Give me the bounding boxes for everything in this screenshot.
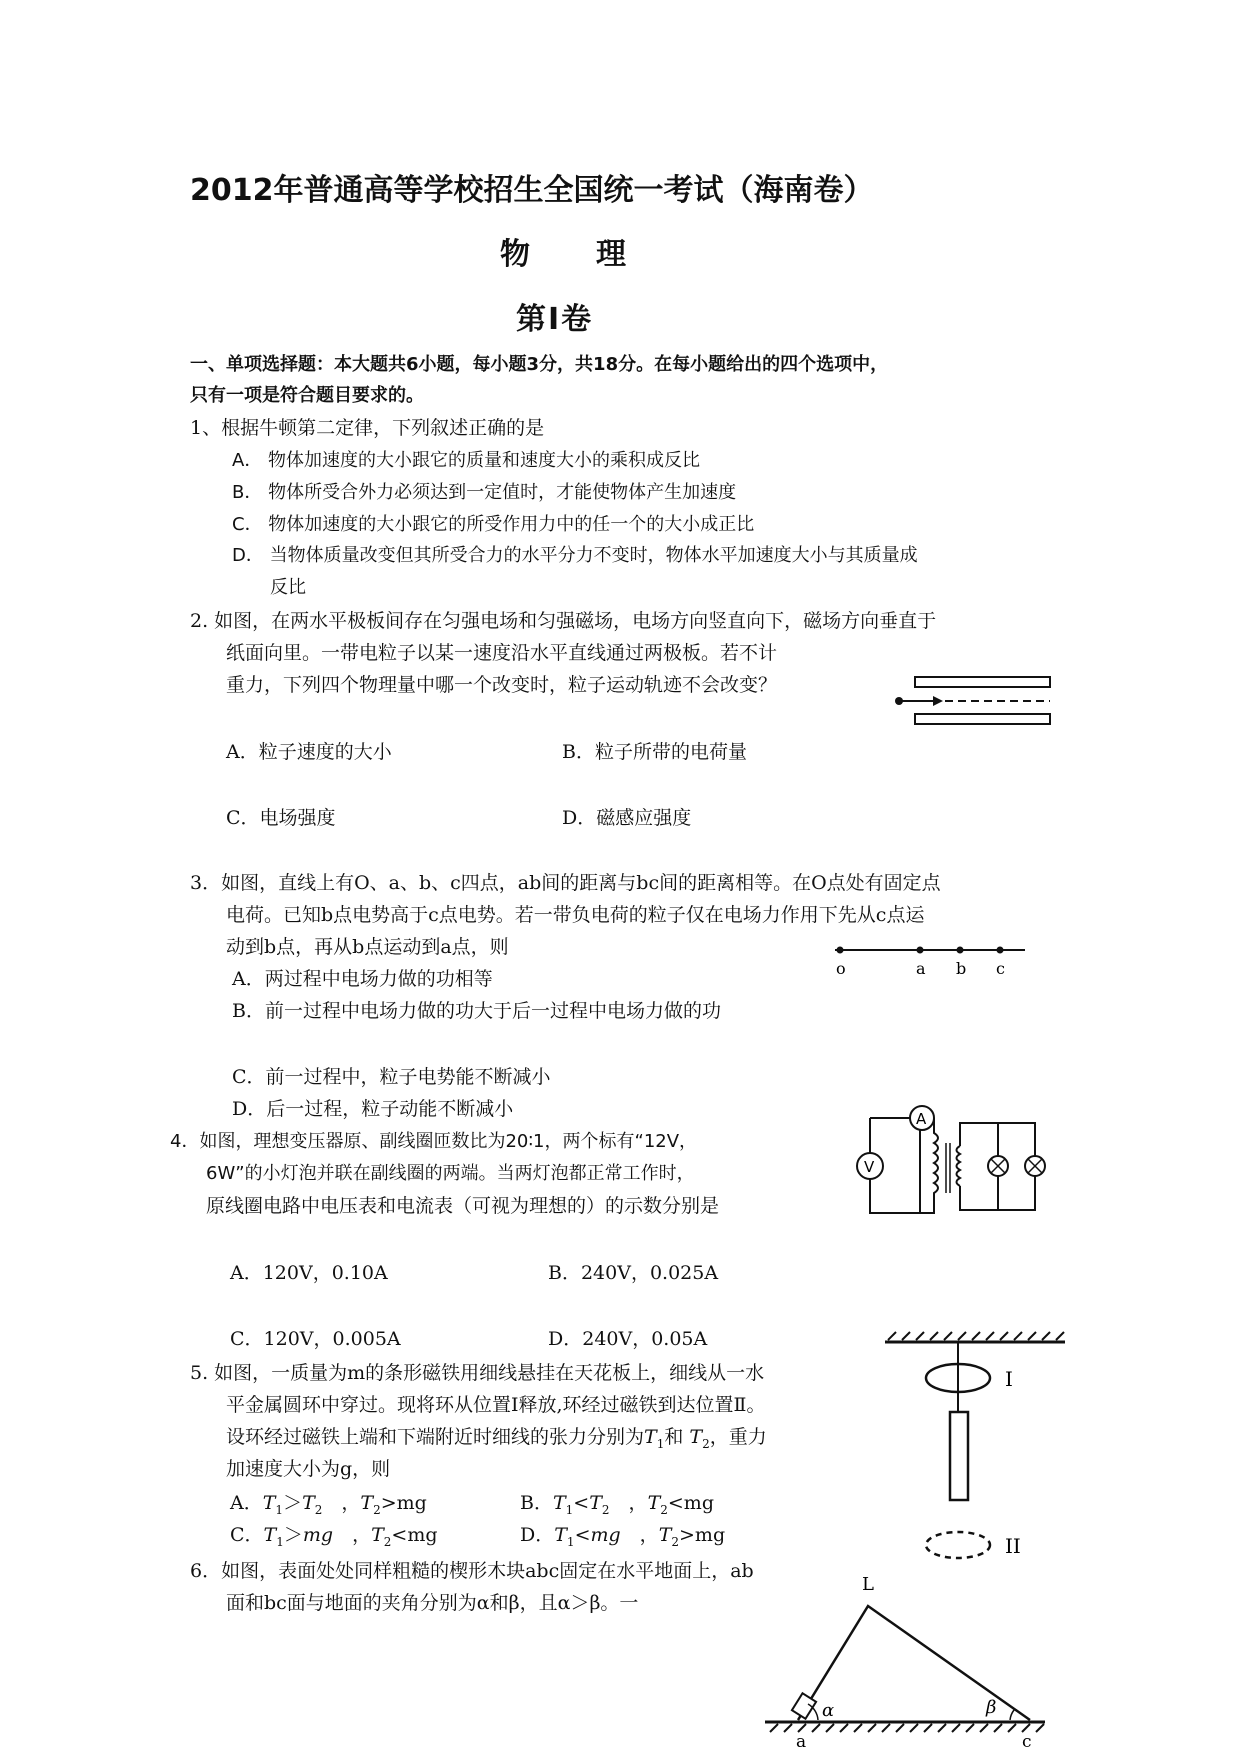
q6-ground-hatch (770, 1724, 1044, 1732)
q5-option-b-t2b-sub: 2 (660, 1502, 668, 1517)
q5-line4: 加速度大小为g，则 (226, 1458, 391, 1480)
q2-option-a: A．粒子速度的大小 (226, 741, 392, 763)
q5-ceiling-hatch (888, 1332, 1064, 1340)
q5-option-c-t2-sub: 2 (383, 1534, 392, 1549)
q5-option-d-t2: T (658, 1524, 672, 1546)
q5-option-c-label: C． (230, 1524, 264, 1546)
q6-wedge-figure (760, 1570, 1050, 1750)
q5-option-a-t2: T (302, 1492, 315, 1514)
q2-line2: 纸面向里。一带电粒子以某一速度沿水平直线通过两极板。若不计 (226, 642, 778, 664)
q4-line1: 4．如图，理想变压器原、副线圈匝数比为20∶1，两个标有“12V， (170, 1131, 698, 1152)
q6-label-top: L (862, 1574, 874, 1595)
q5-option-a-sep: ， (322, 1492, 361, 1514)
q3-label-b: b (956, 959, 967, 978)
section-heading-line2: 只有一项是符合题目要求的。 (190, 385, 424, 406)
q5-option-a-t2b-sub: 2 (373, 1502, 381, 1517)
q2-plates-figure (885, 672, 1055, 742)
q4-primary-coil (920, 1118, 938, 1213)
q5-option-c-t1-sub: 1 (276, 1534, 284, 1549)
q5-option-a-t1: T (262, 1492, 276, 1514)
subject-title: 物 理 (500, 237, 628, 272)
q5-label-pos1: I (1005, 1367, 1013, 1391)
q6-label-c: c (1022, 1732, 1032, 1752)
section-heading-line1: 一、单项选择题：本大题共6小题，每小题3分，共18分。在每小题给出的四个选项中， (190, 354, 889, 375)
q2-line3: 重力，下列四个物理量中哪一个改变时，粒子运动轨迹不会改变？ (226, 674, 778, 696)
q6-beta-label: β (986, 1697, 997, 1718)
q5-option-d-label: D． (520, 1524, 555, 1546)
q5-option-c-t2: T (371, 1524, 384, 1546)
q2-option-c: C．电场强度 (226, 807, 336, 829)
q5-ring-position-2 (926, 1532, 990, 1558)
q2-option-b: B．粒子所带的电荷量 (562, 741, 747, 763)
q5-option-c-t1: T (263, 1524, 277, 1546)
q5-option-d-mg: mg (590, 1524, 621, 1546)
q5-line3-text: 设环经过磁铁上端和下端附近时细线的张力分别为 (226, 1426, 645, 1448)
q5-option-d-t1: T (554, 1524, 567, 1546)
q3-label-a: a (916, 959, 926, 978)
q5-option-d-sep: ， (620, 1524, 659, 1546)
q5-line3-end: ，重力 (709, 1426, 767, 1448)
q5-option-b-sep: ， (609, 1492, 648, 1514)
q4-ammeter-label: A (916, 1110, 927, 1128)
q5-option-d-t1-sub: 1 (566, 1534, 575, 1549)
q5-option-b-end: <mg (667, 1492, 714, 1514)
q3-line1: 3．如图，直线上有O、a、b、c四点，ab间的距离与bc间的距离相等。在O点处有固定点 (190, 872, 941, 894)
q2-option-d: D．磁感应强度 (562, 807, 692, 829)
q5-and: 和 (664, 1426, 684, 1448)
q3-label-c: c (996, 959, 1005, 978)
q5-option-b-t2-sub: 2 (601, 1502, 610, 1517)
q5-magnet (950, 1412, 968, 1500)
q6-beta-arc (1010, 1710, 1014, 1720)
q4-option-d: D．240V，0.05A (548, 1328, 708, 1350)
q5-t2-sub: 2 (702, 1436, 710, 1451)
q3-point-o (837, 947, 844, 954)
q4-option-c: C．120V，0.005A (230, 1328, 401, 1350)
q1-stem: 1、根据牛顿第二定律，下列叙述正确的是 (190, 417, 545, 439)
q5-line1: 5. 如图，一质量为m的条形磁铁用细线悬挂在天花板上，细线从一水 (190, 1362, 765, 1384)
q3-line-figure (830, 940, 1030, 985)
exam-title: 2012年普通高等学校招生全国统一考试（海南卷） (190, 173, 874, 208)
q1-option-b: B． 物体所受合外力必须达到一定值时，才能使物体产生加速度 (232, 482, 737, 503)
q5-option-d-end: >mg (679, 1524, 726, 1546)
q1-option-d-line2: 反比 (270, 577, 306, 598)
q5-option-c (230, 1520, 438, 1557)
volume-title: 第Ⅰ卷 (516, 302, 594, 337)
q5-option-a-label: A． (230, 1492, 263, 1514)
q4-secondary-coil (957, 1146, 961, 1186)
q3-option-c: C．前一过程中，粒子电势能不断减小 (232, 1066, 551, 1088)
q5-option-b-t1: T (552, 1492, 566, 1514)
q1-option-c: C． 物体加速度的大小跟它的所受作用力中的任一个的大小成正比 (232, 514, 755, 535)
q5-option-a-t1-sub: 1 (275, 1502, 284, 1517)
q6-label-a: a (796, 1732, 807, 1752)
q4-circuit-figure (840, 1098, 1040, 1233)
q3-line3: 动到b点，再从b点运动到a点，则 (226, 936, 509, 958)
q5-option-b-t1-sub: 1 (565, 1502, 574, 1517)
q5-option-d-t2-sub: 2 (671, 1534, 680, 1549)
q5-label-pos2: II (1005, 1534, 1021, 1558)
q5-option-c-sep: ， (333, 1524, 372, 1546)
q5-option-a-rel: ＞ (283, 1492, 303, 1514)
q5-option-b-t2b: T (647, 1492, 661, 1514)
q3-line2: 电荷。已知b点电势高于c点电势。若一带负电荷的粒子仅在电场力作用下先从c点运 (226, 904, 925, 926)
q5-option-d-rel: < (574, 1524, 591, 1546)
q5-option-d (520, 1520, 725, 1557)
q3-point-c (997, 947, 1004, 954)
q5-t1: T (644, 1426, 657, 1448)
q5-option-b-label: B． (520, 1492, 553, 1514)
q5-t2: T (689, 1426, 703, 1448)
q5-line2: 平金属圆环中穿过。现将环从位置Ⅰ释放,环经过磁铁到达位置Ⅱ。 (226, 1394, 766, 1416)
q4-option-a: A．120V，0.10A (230, 1262, 388, 1284)
q2-arrow-head (933, 696, 943, 706)
q5-magnet-figure (880, 1330, 1070, 1570)
q4-option-b: B．240V，0.025A (548, 1262, 719, 1284)
q6-line2: 面和bc面与地面的夹角分别为α和β，且α＞β。一 (226, 1592, 639, 1614)
q3-label-o: o (836, 959, 846, 978)
q3-option-d: D．后一过程，粒子动能不断减小 (232, 1098, 514, 1120)
q3-option-b: B．前一过程中电场力做的功大于后一过程中电场力做的功 (232, 1000, 721, 1022)
q5-option-c-end: <mg (391, 1524, 438, 1546)
q3-option-a: A．两过程中电场力做的功相等 (232, 968, 493, 990)
q5-option-a-t2b: T (360, 1492, 374, 1514)
q5-t1-sub: 1 (656, 1436, 665, 1451)
q5-option-b-rel: < (573, 1492, 590, 1514)
q2-top-plate (915, 677, 1050, 687)
q4-line3: 原线圈电路中电压表和电流表（可视为理想的）的示数分别是 (206, 1195, 720, 1217)
q2-bottom-plate (915, 714, 1050, 724)
q5-option-c-rel: ＞ (283, 1524, 303, 1546)
q5-option-c-mg: mg (302, 1524, 334, 1546)
q1-option-a: A． 物体加速度的大小跟它的质量和速度大小的乘积成反比 (232, 450, 701, 471)
q5-option-a-t2-sub: 2 (314, 1502, 323, 1517)
q3-point-b (957, 947, 964, 954)
q1-option-d-line1: D． 当物体质量改变但其所受合力的水平分力不变时，物体水平加速度大小与其质量成 (232, 545, 918, 566)
q2-line1: 2. 如图，在两水平极板间存在匀强电场和匀强磁场，电场方向竖直向下，磁场方向垂直于 (190, 610, 937, 632)
q4-voltmeter-label: V (864, 1158, 875, 1176)
q3-point-a (917, 947, 924, 954)
q5-option-b-t2: T (589, 1492, 602, 1514)
q6-line1: 6．如图，表面处处同样粗糙的楔形木块abc固定在水平地面上，ab (190, 1560, 754, 1582)
q4-line2: 6W”的小灯泡并联在副线圈的两端。当两灯泡都正常工作时， (206, 1163, 695, 1184)
q5-option-a-end: >mg (380, 1492, 427, 1514)
q6-alpha-label: α (822, 1700, 835, 1721)
